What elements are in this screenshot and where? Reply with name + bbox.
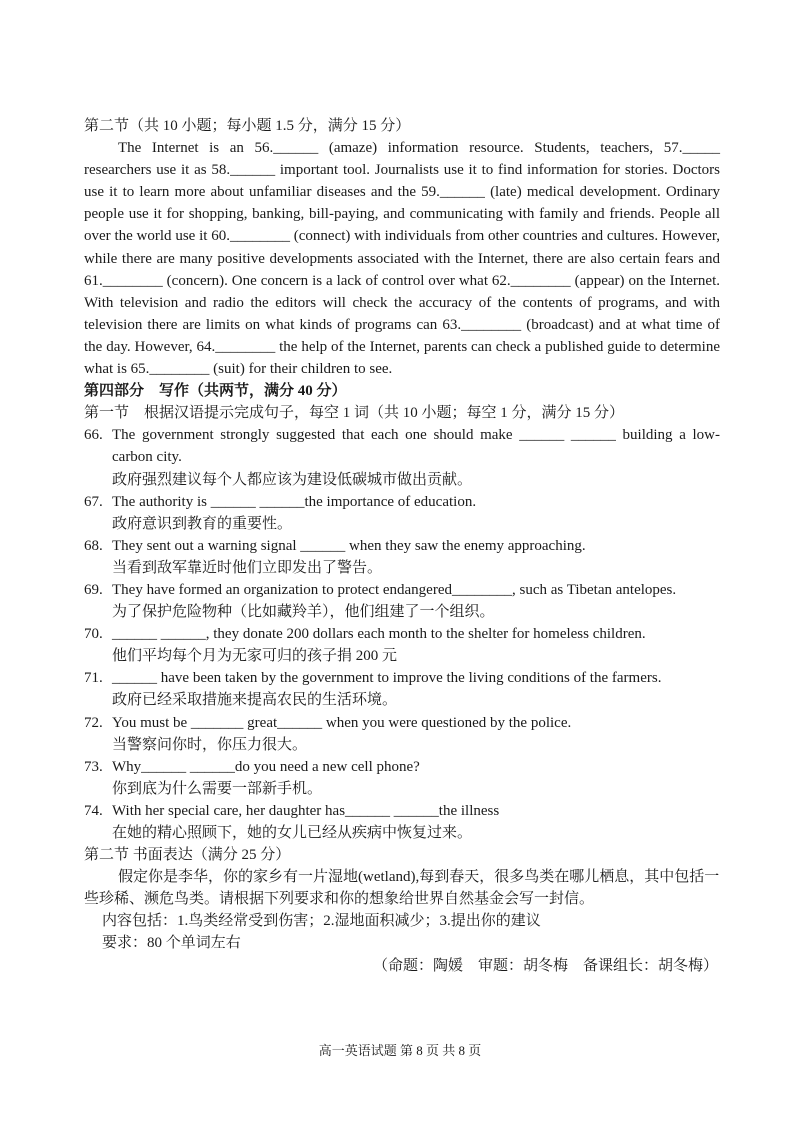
question-number: 72. [84,714,103,731]
question-english: You must be _______ great______ when you were questioned by the police. [112,714,572,731]
writing-prompt: 假定你是李华，你的家乡有一片湿地(wetland),每到春天，很多鸟类在哪儿栖息，其中包括一些珍稀、濒危鸟类。请根据下列要求和你的想象给世界自然基金会写一封信。 [84,869,720,908]
question-number: 68. [84,537,103,554]
question-english: With her special care, her daughter has______ ______the illness [112,802,500,819]
question-69 [84,579,720,623]
question-english: They have formed an organization to protect endangered________, such as Tibetan antelopes. [112,581,677,598]
question-chinese: 为了保护危险物种（比如藏羚羊），他们组建了一个组织。 [112,604,495,621]
question-english: ______ ______, they donate 200 dollars each month to the shelter for homeless children. [112,626,646,643]
question-number: 66. [84,427,103,444]
writing-content: 内容包括：1.鸟类经常受到伤害；2.湿地面积减少；3.提出你的建议 [102,913,541,930]
question-chinese: 在她的精心照顾下，她的女儿已经从疾病中恢复过来。 [112,825,473,841]
writing-requirement: 要求：80 个单词左右 [102,935,241,952]
question-chinese: 政府强烈建议每个人都应该为建设低碳城市做出贡献。 [112,471,473,488]
question-english: The authority is ______ ______the importance of education. [112,493,477,510]
question-english: The government strongly suggested that each one should make ______ ______ building a low-carbon city. [112,427,720,466]
question-68 [84,535,720,579]
question-66 [84,424,720,490]
section2-grammar-heading: 第二节（共 10 小题；每小题 1.5 分，满分 15 分） [84,118,411,134]
page-footer: 高一英语试题 第 8 页 共 8 页 [318,1043,482,1058]
question-chinese: 你到底为什么需要一部新手机。 [112,780,323,797]
question-71 [84,667,720,711]
question-number: 73. [84,758,103,775]
question-74 [84,800,720,844]
grammar-passage: The Internet is an 56.______ (amaze) information resource. Students, teachers, 57._____ researchers use it as 58.______ important tool. Journalists use it to find information for stories. Doctors use it to learn more about unfamiliar diseases and the 59.______ (late) medical development. Ordinary people use it for shopping, banking, bill-paying, and communicating with family and friends. People all over the world use it 60.________ (connect) with individuals from other countries and cultures. However, while there are many positive developments associated with the Internet, there are also certain fears and 61.________ (concern). One concern is a lack of control over what 62.________ (appear) on the Internet. With television and radio the editors will check the accuracy of the contents of programs, and with television there are limits on what kinds of programs can 63.________ (broadcast) and at what time of the day. However, 64.________ the help of the Internet, parents can check a published guide to determine what is 65.________ (suit) for their children to see. [84,140,720,378]
question-number: 67. [84,493,103,510]
question-english: They sent out a warning signal ______ when they saw the enemy approaching. [112,537,586,554]
section2-writing-heading: 第二节 书面表达（满分 25 分） [84,847,291,864]
question-chinese: 政府意识到教育的重要性。 [112,515,293,532]
question-number: 74. [84,802,103,819]
question-72 [84,712,720,756]
section1-translation-heading: 第一节 根据汉语提示完成句子，每空 1 词（共 10 小题；每空 1 分，满分 15 分） [84,405,625,422]
question-number: 69. [84,581,103,598]
part4-heading: 第四部分 写作（共两节，满分 40 分） [84,383,347,400]
question-chinese: 当看到敌军靠近时他们立即发出了警告。 [112,559,383,576]
question-chinese: 他们平均每个月为无家可归的孩子捐 200 元 [112,648,398,665]
question-67 [84,491,720,535]
question-73 [84,756,720,800]
question-chinese: 政府已经采取措施来提高农民的生活环境。 [112,692,398,709]
question-number: 71. [84,670,103,687]
page-content [84,115,720,977]
question-english: Why______ ______do you need a new cell phone? [112,758,420,775]
question-number: 70. [84,626,103,643]
question-english: ______ have been taken by the government to improve the living conditions of the farmers. [112,670,662,687]
exam-credits: （命题：陶媛 审题：胡冬梅 备课组长：胡冬梅） [372,957,718,974]
question-70 [84,623,720,667]
question-chinese: 当警察问你时，你压力很大。 [112,736,308,753]
